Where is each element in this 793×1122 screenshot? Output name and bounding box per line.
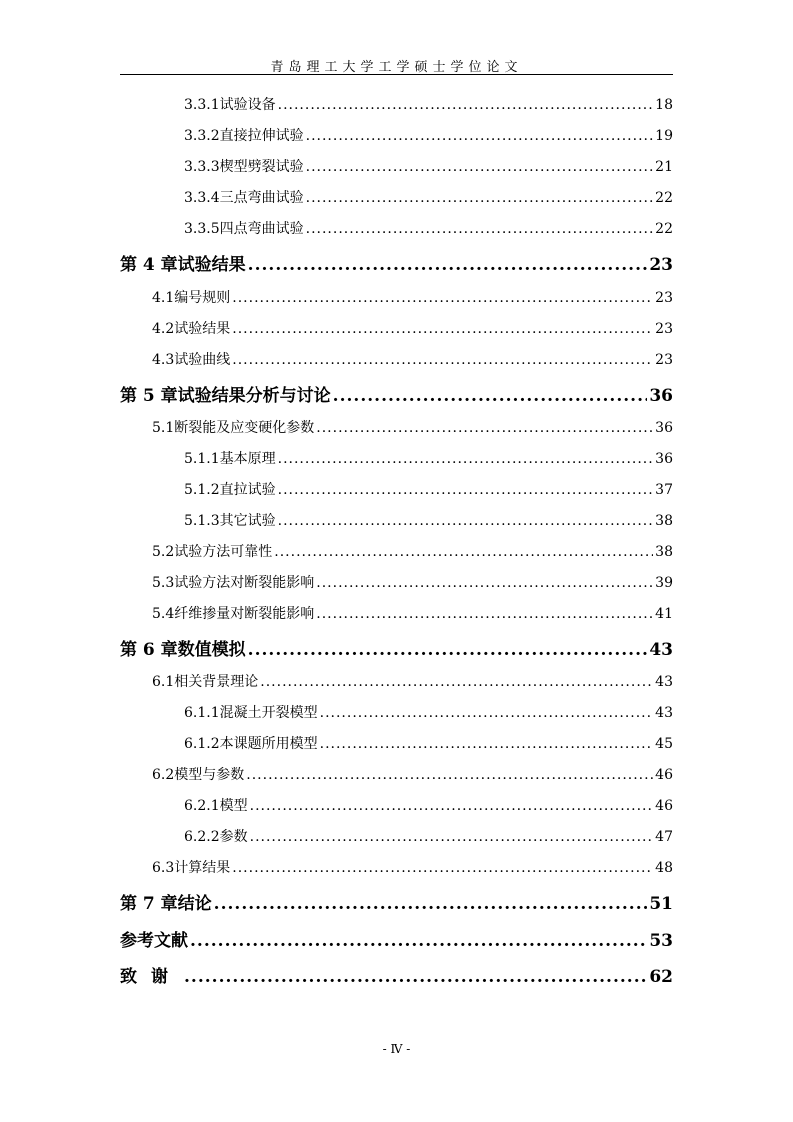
toc-leader-dots [320, 705, 654, 721]
toc-entry-page: 36 [655, 420, 673, 436]
toc-entry-number: 6.1.1 [184, 705, 220, 721]
toc-entry-page: 53 [649, 931, 673, 951]
toc-entry-title: 试验设备 [219, 97, 276, 113]
toc-entry-number: 第 6 章 [120, 640, 178, 660]
toc-leader-dots [274, 544, 653, 560]
toc-entry-number: 第 4 章 [120, 255, 178, 275]
toc-leader-dots [316, 420, 653, 436]
toc-entry-page: 38 [655, 513, 673, 529]
toc-entry-title: 试验方法可靠性 [174, 544, 273, 560]
toc-leader-dots [190, 931, 647, 951]
toc-entry-number: 第 7 章 [120, 894, 178, 914]
toc-leader-dots [214, 894, 648, 914]
toc-leader-dots [232, 321, 653, 337]
toc-entry[interactable] [120, 250, 673, 275]
toc-entry-title: 基本原理 [219, 451, 276, 467]
toc-entry-page: 43 [649, 640, 673, 660]
toc-entry[interactable] [152, 287, 673, 307]
toc-entry-page: 45 [655, 736, 673, 752]
toc-entry-number: 4.1 [152, 290, 175, 306]
toc-leader-dots [184, 967, 647, 987]
toc-entry[interactable] [152, 671, 673, 691]
toc-leader-dots [248, 255, 648, 275]
toc-entry[interactable] [184, 156, 673, 176]
toc-entry-title: 计算结果 [174, 860, 231, 876]
toc-leader-dots [232, 352, 653, 368]
toc-entry-number: 5.1 [152, 420, 175, 436]
toc-entry[interactable] [120, 962, 673, 987]
toc-entry-page: 46 [655, 767, 673, 783]
toc-entry[interactable] [152, 572, 673, 592]
toc-entry[interactable] [184, 94, 673, 114]
toc-entry-page: 21 [655, 159, 673, 175]
toc-entry-page: 22 [655, 221, 673, 237]
toc-entry-title: 其它试验 [219, 513, 276, 529]
toc-entry-number: 5.2 [152, 544, 175, 560]
toc-entry-title: 混凝土开裂模型 [219, 705, 318, 721]
toc-entry[interactable] [120, 381, 673, 406]
toc-entry-number: 3.3.3 [184, 159, 220, 175]
toc-entry[interactable] [184, 218, 673, 238]
toc-entry-number: 第 5 章 [120, 386, 178, 406]
toc-leader-dots [316, 606, 653, 622]
toc-leader-dots [306, 128, 654, 144]
toc-entry[interactable] [184, 187, 673, 207]
toc-leader-dots [250, 798, 654, 814]
toc-entry-title: 纤维掺量对断裂能影响 [174, 606, 315, 622]
toc-entry-number: 5.1.3 [184, 513, 220, 529]
toc-entry-title: 致谢 [120, 967, 182, 987]
toc-entry-title: 三点弯曲试验 [219, 190, 304, 206]
toc-entry-title: 结论 [177, 894, 212, 914]
toc-entry-number: 5.1.1 [184, 451, 220, 467]
toc-entry[interactable] [120, 889, 673, 914]
toc-leader-dots [306, 190, 654, 206]
toc-entry-page: 23 [655, 290, 673, 306]
toc-entry-number: 5.1.2 [184, 482, 220, 498]
toc-entry-title: 断裂能及应变硬化参数 [174, 420, 315, 436]
toc-entry-number: 6.3 [152, 860, 175, 876]
toc-entry-page: 18 [655, 97, 673, 113]
toc-entry[interactable] [184, 702, 673, 722]
toc-entry-number: 4.2 [152, 321, 175, 337]
toc-entry-page: 43 [655, 705, 673, 721]
toc-entry-title: 相关背景理论 [174, 674, 259, 690]
toc-leader-dots [333, 386, 648, 406]
toc-entry-page: 19 [655, 128, 673, 144]
toc-entry-page: 62 [649, 967, 673, 987]
toc-leader-dots [250, 829, 654, 845]
page-number: - Ⅳ - [382, 1042, 411, 1056]
toc-leader-dots [246, 767, 653, 783]
toc-leader-dots [278, 451, 654, 467]
toc-entry-number: 5.4 [152, 606, 175, 622]
running-header: 青岛理工大学工学硕士学位论文 [270, 60, 523, 75]
toc-entry-title: 模型与参数 [174, 767, 245, 783]
toc-entry-page: 51 [649, 894, 673, 914]
toc-leader-dots [320, 736, 654, 752]
toc-entry-page: 23 [655, 352, 673, 368]
toc-entry[interactable] [152, 603, 673, 623]
toc-entry[interactable] [152, 857, 673, 877]
toc-entry-page: 37 [655, 482, 673, 498]
toc-entry-page: 46 [655, 798, 673, 814]
toc-entry-page: 41 [655, 606, 673, 622]
toc-entry-number: 3.3.2 [184, 128, 220, 144]
toc-entry[interactable] [152, 417, 673, 437]
toc-entry-page: 23 [649, 255, 673, 275]
toc-entry-page: 36 [655, 451, 673, 467]
toc-leader-dots [232, 860, 653, 876]
toc-entry[interactable] [184, 448, 673, 468]
toc-entry[interactable] [152, 318, 673, 338]
toc-entry-page: 38 [655, 544, 673, 560]
toc-entry-title: 试验结果 [174, 321, 231, 337]
toc-entry[interactable] [184, 795, 673, 815]
toc-entry-number: 6.1.2 [184, 736, 220, 752]
toc-entry-number: 6.2 [152, 767, 175, 783]
toc-entry-title: 楔型劈裂试验 [219, 159, 304, 175]
toc-entry-title: 试验结果分析与讨论 [177, 386, 331, 406]
toc-leader-dots [278, 97, 654, 113]
toc-entry[interactable] [184, 826, 673, 846]
toc-entry-page: 48 [655, 860, 673, 876]
toc-entry-title: 试验曲线 [174, 352, 231, 368]
toc-entry-title: 试验方法对断裂能影响 [174, 575, 315, 591]
toc-entry-title: 模型 [219, 798, 248, 814]
toc-leader-dots [306, 221, 654, 237]
toc-entry-number: 5.3 [152, 575, 175, 591]
toc-leader-dots [248, 640, 648, 660]
toc-entry-number: 6.2.2 [184, 829, 220, 845]
toc-leader-dots [306, 159, 654, 175]
toc-entry-title: 直拉试验 [219, 482, 276, 498]
toc-entry-title: 数值模拟 [177, 640, 246, 660]
toc-entry[interactable] [184, 125, 673, 145]
toc-entry-number: 3.3.4 [184, 190, 220, 206]
toc-entry-page: 36 [649, 386, 673, 406]
toc-entry[interactable] [184, 733, 673, 753]
header-rule [120, 74, 673, 75]
toc-entry-title: 参数 [219, 829, 248, 845]
toc-leader-dots [278, 513, 654, 529]
toc-entry[interactable] [152, 764, 673, 784]
toc-leader-dots [316, 575, 653, 591]
toc-entry-number: 6.2.1 [184, 798, 220, 814]
toc-leader-dots [232, 290, 653, 306]
toc-entry[interactable] [152, 541, 673, 561]
toc-entry-title: 四点弯曲试验 [219, 221, 304, 237]
toc-entry[interactable] [120, 926, 673, 951]
toc-entry-title: 本课题所用模型 [219, 736, 318, 752]
toc-entry-title: 编号规则 [174, 290, 231, 306]
toc-entry-page: 23 [655, 321, 673, 337]
toc-entry-number: 6.1 [152, 674, 175, 690]
toc-entry-page: 43 [655, 674, 673, 690]
toc-entry-title: 试验结果 [177, 255, 246, 275]
toc-entry[interactable] [184, 510, 673, 530]
toc-entry[interactable] [184, 479, 673, 499]
toc-leader-dots [278, 482, 654, 498]
toc-leader-dots [260, 674, 653, 690]
toc-entry-page: 39 [655, 575, 673, 591]
toc-entry-number: 4.3 [152, 352, 175, 368]
toc-entry-title: 参考文献 [120, 931, 188, 951]
toc-entry-page: 47 [655, 829, 673, 845]
toc-entry[interactable] [152, 349, 673, 369]
toc-entry-number: 3.3.5 [184, 221, 220, 237]
toc-entry-page: 22 [655, 190, 673, 206]
toc-entry-number: 3.3.1 [184, 97, 220, 113]
toc-entry[interactable] [120, 635, 673, 660]
toc-entry-title: 直接拉伸试验 [219, 128, 304, 144]
